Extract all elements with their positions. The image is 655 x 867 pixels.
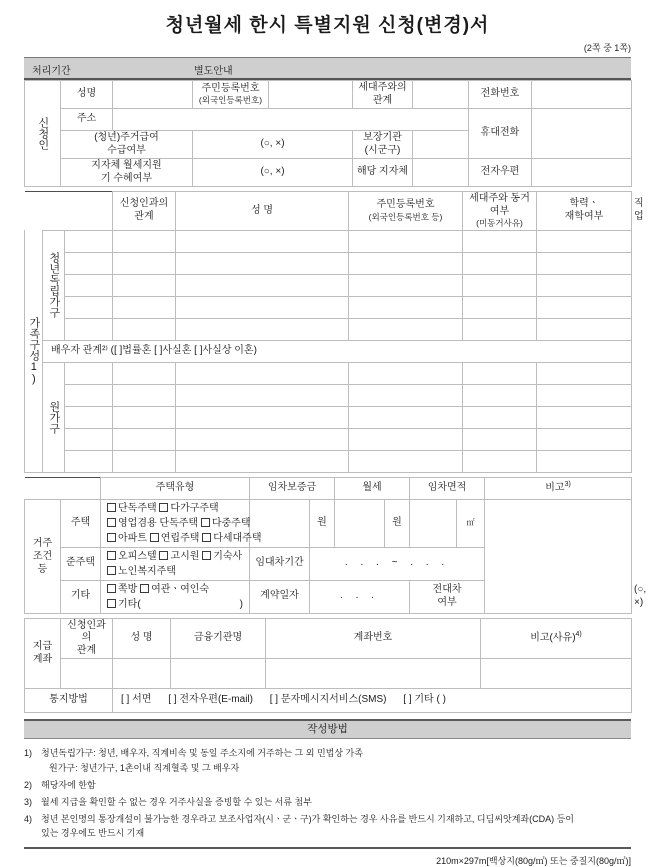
processing-period-label: 처리기간 <box>32 66 71 77</box>
youth-row-cell[interactable] <box>349 274 463 296</box>
rent-field[interactable] <box>335 499 385 547</box>
notification-options[interactable] <box>113 689 632 713</box>
note-number: 1) <box>24 748 33 759</box>
processing-period-value: 별도안내 <box>194 66 233 77</box>
origin-row-cell[interactable] <box>176 384 349 406</box>
origin-row-cell[interactable] <box>176 362 349 384</box>
paper-spec: 210m×297m[백상지(80g/㎡) 또는 중질지(80g/㎡)] <box>436 856 631 867</box>
checkbox-icon[interactable] <box>107 503 116 512</box>
youth-row-cell[interactable] <box>537 252 632 274</box>
account-remarks-field[interactable] <box>481 659 632 689</box>
youth-row-cell[interactable] <box>537 274 632 296</box>
origin-row-cell[interactable] <box>349 428 463 450</box>
account-section <box>24 618 631 714</box>
checkbox-icon[interactable] <box>107 533 116 542</box>
youth-row-cell[interactable] <box>176 252 349 274</box>
checkbox-icon[interactable] <box>107 584 116 593</box>
checkbox-option[interactable]: 고시원 <box>159 551 199 562</box>
checkbox-icon[interactable] <box>107 566 116 575</box>
origin-row-cell[interactable] <box>537 406 632 428</box>
account-table <box>24 618 632 714</box>
family-header-education: 학력ㆍ 재학여부 <box>537 192 632 231</box>
youth-row-cell[interactable] <box>349 296 463 318</box>
applicant-mobile-label: 휴대전화 <box>469 109 532 159</box>
account-header-name: 성 명 <box>113 618 171 659</box>
account-header-relation: 신청인과의 관계 <box>61 618 113 659</box>
family-table: 신청인과의 관계 성 명 주민등록번호 (외국인등록번호 등) 세대주와 동거여부 (미동거사유) 학력ㆍ 재학여부 직업 가족구성1) 청년독립가구 배우자 관계²⁾ ([ ]법률혼 [ ]사실혼 [ ]사실상 이혼) 원가구 <box>24 191 632 473</box>
quasi-house-options[interactable] <box>101 547 250 580</box>
checkbox-option[interactable]: 영업겸용 단독주택 <box>107 518 198 529</box>
origin-household-label: 원가구 <box>43 362 65 472</box>
checkbox-icon[interactable] <box>107 599 116 608</box>
youth-row-cell[interactable] <box>65 230 113 252</box>
note-number: 2) <box>24 779 33 790</box>
note-item <box>24 795 631 810</box>
residence-section-label: 거주 조건 등 <box>25 499 61 613</box>
note-item <box>24 812 631 842</box>
notification-label: 통지방법 <box>25 689 113 713</box>
applicant-email-field[interactable] <box>532 159 632 187</box>
note-item <box>24 746 631 776</box>
origin-row-cell[interactable] <box>537 450 632 472</box>
origin-row-cell[interactable] <box>463 384 537 406</box>
deposit-unit: 원 <box>310 499 335 547</box>
account-header-bank: 금융기관명 <box>171 618 266 659</box>
area-unit: ㎡ <box>457 499 485 547</box>
origin-row-cell[interactable] <box>113 428 176 450</box>
checkbox-option[interactable]: 기숙사 <box>202 551 242 562</box>
origin-row-cell[interactable] <box>176 406 349 428</box>
other-house-options[interactable] <box>101 580 250 613</box>
spouse-relation-row[interactable]: 배우자 관계²⁾ ([ ]법률혼 [ ]사실혼 [ ]사실상 이혼) <box>43 340 632 362</box>
residence-other-label: 기타 <box>61 580 101 613</box>
account-name-field[interactable] <box>113 659 171 689</box>
family-section-label: 가족구성1) <box>25 230 43 472</box>
checkbox-option[interactable]: 단독주택 <box>107 503 157 514</box>
checkbox-option[interactable]: 다가구주택 <box>159 503 218 514</box>
account-relation-field[interactable] <box>61 659 113 689</box>
checkbox-icon[interactable] <box>202 533 211 542</box>
applicant-rrn-field[interactable] <box>269 81 353 109</box>
notification-option-sms[interactable]: [ ] 문자메시지서비스(SMS) <box>269 694 387 706</box>
table-row <box>25 384 632 406</box>
note-number: 3) <box>24 796 33 807</box>
checkbox-option[interactable]: 쪽방 <box>107 584 137 595</box>
origin-row-cell[interactable] <box>176 450 349 472</box>
notification-option-written[interactable]: [ ] 서면 <box>121 694 152 706</box>
youth-row-cell[interactable] <box>113 230 176 252</box>
youth-row-cell[interactable] <box>65 274 113 296</box>
lease-period-label: 임대차기간 <box>250 547 310 580</box>
residence-remarks-field[interactable] <box>485 499 632 613</box>
checkbox-option[interactable]: 오피스텔 <box>107 551 157 562</box>
note-text: 월세 지급을 확인할 수 없는 경우 거주사실을 증빙할 수 있는 서류 첨부 <box>41 796 312 807</box>
residence-header-area: 임차면적 <box>410 477 485 499</box>
checkbox-icon[interactable] <box>202 551 211 560</box>
origin-row-cell[interactable] <box>65 384 113 406</box>
origin-row-cell[interactable] <box>537 428 632 450</box>
origin-row-cell[interactable] <box>113 384 176 406</box>
checkbox-icon[interactable] <box>150 533 159 542</box>
origin-row-cell[interactable] <box>463 406 537 428</box>
youth-row-cell[interactable] <box>463 318 537 340</box>
residence-table: 주택유형 임차보증금 월세 임차면적 비고$^{3)}$ 거주 조건 등 주택 단독주택 다가구주택 영업겸용 단독주택 다중주택 아파트 연립주택 다세대주택 원 원 ㎡ 준주택 오피스텔 고시원 기숙사 노인복지주택 임대차기간 . . . ~ . . . 기타 쪽방 여관ㆍ여인숙 기타( ) 계약일자 . . . 전대차 여부 (○, ×) <box>24 477 632 614</box>
guarantee-org-field[interactable] <box>413 131 469 159</box>
origin-row-cell[interactable] <box>537 362 632 384</box>
method-bar-title: 작성방법 <box>24 719 631 739</box>
origin-row-cell[interactable] <box>65 428 113 450</box>
checkbox-option[interactable]: 아파트 <box>107 533 147 544</box>
applicant-name-field[interactable] <box>113 81 193 109</box>
contract-date-label: 계약일자 <box>250 580 310 613</box>
applicant-phone-label: 전화번호 <box>469 81 532 109</box>
checkbox-option[interactable]: 기타( <box>107 599 141 610</box>
origin-row-cell[interactable] <box>537 384 632 406</box>
family-header-rrn: 주민등록번호 (외국인등록번호 등) <box>349 192 463 231</box>
youth-row-cell[interactable] <box>113 318 176 340</box>
householder-relation-field[interactable] <box>413 81 469 109</box>
contract-date-field[interactable]: . . . <box>310 580 410 613</box>
family-header-name: 성 명 <box>176 192 349 231</box>
rent-unit: 원 <box>385 499 410 547</box>
youth-row-cell[interactable] <box>176 274 349 296</box>
origin-row-cell[interactable] <box>349 406 463 428</box>
applicant-table <box>24 80 632 187</box>
youth-row-cell[interactable] <box>537 230 632 252</box>
processing-period-bar <box>24 57 631 80</box>
residence-house-label: 주택 <box>61 499 101 547</box>
residence-header-remarks: 비고$^{3)}$ <box>485 477 632 499</box>
table-row <box>25 428 632 450</box>
table-row <box>25 296 632 318</box>
method-notes <box>24 739 631 841</box>
checkbox-option[interactable]: 노인복지주택 <box>107 566 176 577</box>
table-row <box>25 318 632 340</box>
house-type-options[interactable] <box>101 499 262 547</box>
local-support-value[interactable]: (○, ×) <box>193 159 353 187</box>
origin-row-cell[interactable] <box>349 450 463 472</box>
lease-period-field[interactable]: . . . ~ . . . <box>310 547 485 580</box>
area-field[interactable] <box>410 499 457 547</box>
account-header-number: 계좌번호 <box>266 618 481 659</box>
origin-row-cell[interactable] <box>113 450 176 472</box>
sublease-label: 전대차 여부 <box>410 580 485 613</box>
applicant-address-label: 주소 <box>61 109 113 131</box>
checkbox-icon[interactable] <box>140 584 149 593</box>
checkbox-option[interactable]: 다세대주택 <box>202 533 261 544</box>
family-header-relation: 신청인과의 관계 <box>113 192 176 231</box>
applicant-rrn-label <box>193 81 269 109</box>
note-text: 해당자에 한함 <box>41 779 96 790</box>
local-gov-label: 해당 지자체 <box>353 159 413 187</box>
family-header-cohabit: 세대주와 동거여부 (미동거사유) <box>463 192 537 231</box>
origin-row-cell[interactable] <box>349 362 463 384</box>
origin-row-cell[interactable] <box>463 362 537 384</box>
table-row <box>25 274 632 296</box>
guarantee-org-label: 보장기관 (시군구) <box>353 131 413 159</box>
origin-row-cell[interactable] <box>176 428 349 450</box>
applicant-address-field[interactable] <box>113 109 469 131</box>
youth-row-cell[interactable] <box>176 230 349 252</box>
origin-row-cell[interactable] <box>65 362 113 384</box>
residence-header-house-type: 주택유형 <box>101 477 250 499</box>
youth-row-cell[interactable] <box>463 274 537 296</box>
checkbox-icon[interactable] <box>159 551 168 560</box>
checkbox-option[interactable]: 다중주택 <box>201 518 251 529</box>
applicant-mobile-field[interactable] <box>532 109 632 159</box>
youth-row-cell[interactable] <box>113 274 176 296</box>
residence-header-deposit: 임차보증금 <box>250 477 335 499</box>
local-gov-field[interactable] <box>413 159 469 187</box>
housing-benefit-value[interactable]: (○, ×) <box>193 131 353 159</box>
youth-row-cell[interactable] <box>65 318 113 340</box>
family-section <box>24 191 644 473</box>
other-close-paren: ) <box>239 598 243 610</box>
applicant-email-label: 전자우편 <box>469 159 532 187</box>
origin-row-cell[interactable] <box>113 406 176 428</box>
notification-option-email[interactable]: [ ] 전자우편(E-mail) <box>168 694 253 706</box>
checkbox-icon[interactable] <box>107 551 116 560</box>
youth-row-cell[interactable] <box>463 230 537 252</box>
notification-option-other[interactable]: [ ] 기타 ( ) <box>403 694 446 706</box>
note-number: 4) <box>24 813 33 824</box>
origin-row-cell[interactable] <box>65 450 113 472</box>
applicant-name-label: 성명 <box>61 81 113 109</box>
table-row <box>25 252 632 274</box>
checkbox-icon[interactable] <box>201 518 210 527</box>
origin-row-cell[interactable] <box>463 450 537 472</box>
youth-row-cell[interactable] <box>65 252 113 274</box>
youth-row-cell[interactable] <box>176 318 349 340</box>
youth-row-cell[interactable] <box>113 296 176 318</box>
origin-row-cell[interactable] <box>463 428 537 450</box>
account-header-remarks: 비고(사유)$^{4)}$ <box>481 618 632 659</box>
householder-relation-label: 세대주와의 관계 <box>353 81 413 109</box>
applicant-section <box>24 80 631 187</box>
rrn-label-sub: (외국인등록번호) <box>198 95 263 106</box>
note-text: 청년독립가구: 청년, 배우자, 직계비속 및 동일 주소지에 거주하는 그 외 민법상 가족 원가구: 청년가구, 1촌이내 직계혈족 및 그 배우자 <box>41 748 363 773</box>
checkbox-icon[interactable] <box>159 503 168 512</box>
origin-row-cell[interactable] <box>113 362 176 384</box>
housing-benefit-label: (청년)주거급여 수급여부 <box>61 131 193 159</box>
youth-household-label: 청년독립가구 <box>43 230 65 340</box>
youth-row-cell[interactable] <box>463 296 537 318</box>
rrn-label-main: 주민등록번호 <box>201 82 260 94</box>
youth-row-cell[interactable] <box>463 252 537 274</box>
origin-row-cell[interactable] <box>65 406 113 428</box>
account-number-field[interactable] <box>266 659 481 689</box>
youth-row-cell[interactable] <box>349 252 463 274</box>
page-title: 청년월세 한시 특별지원 신청(변경)서 <box>165 15 490 36</box>
checkbox-option[interactable]: 연립주택 <box>150 533 200 544</box>
youth-row-cell[interactable] <box>176 296 349 318</box>
youth-row-cell[interactable] <box>349 230 463 252</box>
checkbox-icon[interactable] <box>107 518 116 527</box>
table-row <box>25 450 632 472</box>
applicant-section-label: 신청인 <box>25 81 61 187</box>
youth-row-cell[interactable] <box>537 318 632 340</box>
note-text: 청년 본인명의 통장개설이 불가능한 경우라고 보조사업자(시ㆍ군ㆍ구)가 확인하는 경우 사유를 반드시 기재하고, 디딤씨앗계좌(CDA) 등이 있는 경우에도 반드시 기재 <box>41 813 574 839</box>
checkbox-option[interactable]: 여관ㆍ여인숙 <box>140 584 209 595</box>
residence-section <box>24 477 647 614</box>
youth-row-cell[interactable] <box>537 296 632 318</box>
residence-quasi-label: 준주택 <box>61 547 101 580</box>
account-bank-field[interactable] <box>171 659 266 689</box>
page-indicator: (2쪽 중 1쪽) <box>583 43 631 53</box>
note-item <box>24 778 631 793</box>
youth-row-cell[interactable] <box>349 318 463 340</box>
applicant-phone-field[interactable] <box>532 81 632 109</box>
account-section-label: 지급 계좌 <box>25 618 61 689</box>
origin-row-cell[interactable] <box>349 384 463 406</box>
residence-header-rent: 월세 <box>335 477 410 499</box>
table-row <box>25 406 632 428</box>
youth-row-cell[interactable] <box>113 252 176 274</box>
youth-row-cell[interactable] <box>65 296 113 318</box>
table-row <box>25 659 632 689</box>
local-support-label: 지자체 월세지원 기 수혜여부 <box>61 159 193 187</box>
